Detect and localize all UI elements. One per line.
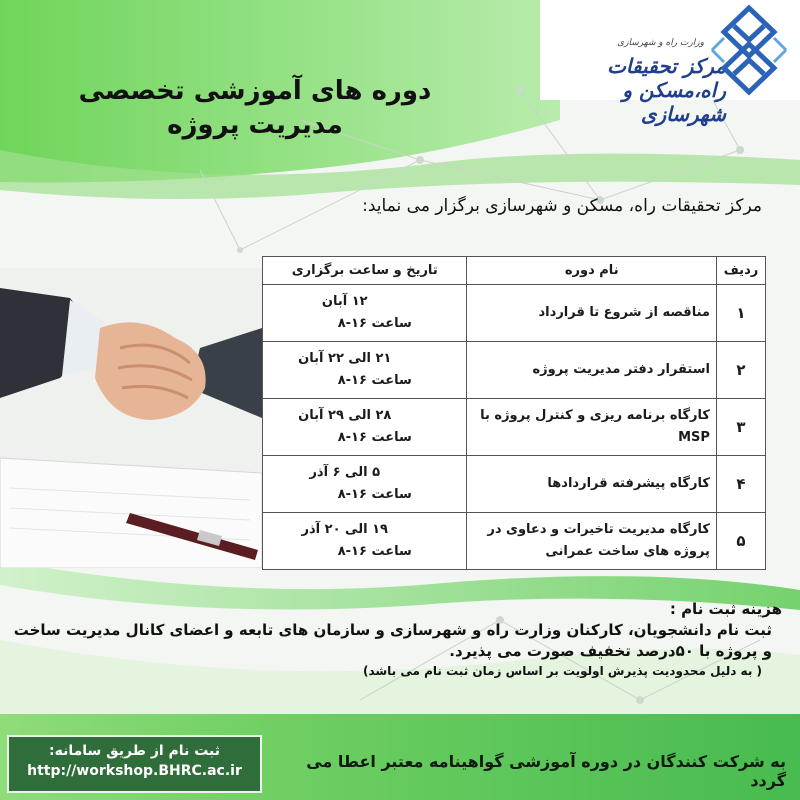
course-date: ۱۲ آبان [321, 294, 368, 309]
course-schedule [263, 285, 467, 342]
registration-box [7, 735, 262, 793]
course-date: ۱۹ الی ۲۰ آذر [301, 522, 388, 537]
table-header-row [263, 257, 766, 285]
course-date: ۲۸ الی ۲۹ آبان [298, 408, 392, 423]
page-title [40, 74, 470, 142]
course-time: ساعت ۱۶-۸ [337, 544, 412, 559]
header-course-name: نام دوره [467, 257, 716, 285]
course-time: ساعت ۱۶-۸ [337, 373, 412, 388]
course-time: ساعت ۱۶-۸ [337, 430, 412, 445]
row-number: ۳ [716, 399, 765, 456]
table-row [263, 399, 766, 456]
course-name: کارگاه مدیریت تاخیرات و دعاوی در پروژه های ساخت عمرانی [467, 513, 716, 570]
row-number: ۱ [716, 285, 765, 342]
row-number: ۴ [716, 456, 765, 513]
course-date: ۲۱ الی ۲۲ آبان [298, 351, 392, 366]
course-name: کارگاه برنامه ریزی و کنترل پروژه با MSP [467, 399, 716, 456]
course-time: ساعت ۱۶-۸ [337, 316, 412, 331]
course-date: ۵ الی ۶ آذر [309, 465, 381, 480]
table-row [263, 456, 766, 513]
courses-table [262, 256, 766, 570]
fee-discount-text: ثبت نام دانشجویان، کارکنان وزارت راه و شهرسازی و سازمان های تابعه و اعضای کانال مدیریت ساخت و پروژه با ۵۰درصد تخفیف صورت می پذیرد. [13, 621, 772, 660]
row-number: ۵ [716, 513, 765, 570]
registration-url-link[interactable]: http://workshop.BHRC.ac.ir [27, 763, 242, 779]
course-name: مناقصه از شروع تا قرارداد [467, 285, 716, 342]
registration-label: ثبت نام از طریق سامانه: [49, 743, 220, 759]
table-row [263, 513, 766, 570]
fee-title: هزینه ثبت نام : [669, 600, 782, 618]
course-name: استقرار دفتر مدیریت پروژه [467, 342, 716, 399]
table-row [263, 285, 766, 342]
logo-ministry-text: وزارت راه و شهرسازی [617, 38, 704, 48]
header-schedule: تاریخ و ساعت برگزاری [263, 257, 467, 285]
row-number: ۲ [716, 342, 765, 399]
certificate-text: به شرکت کنندگان در دوره آموزشی گواهینامه معتبر اعطا می گردد [306, 752, 786, 790]
logo-center-text: مرکز تحقیقات راه،مسکن و شهرسازی [607, 54, 726, 126]
table-row [263, 342, 766, 399]
course-name: کارگاه پیشرفته قراردادها [467, 456, 716, 513]
course-schedule [263, 342, 467, 399]
intro-text: مرکز تحقیقات راه، مسکن و شهرسازی برگزار می نماید: [362, 196, 762, 216]
bhrc-logo-icon [704, 2, 794, 98]
course-schedule [263, 513, 467, 570]
logo-area [540, 0, 800, 126]
course-schedule [263, 399, 467, 456]
course-time: ساعت ۱۶-۸ [337, 487, 412, 502]
fee-section [7, 600, 782, 680]
course-schedule [263, 456, 467, 513]
title-line-2: مدیریت پروژه [167, 110, 343, 140]
title-line-1: دوره های آموزشی تخصصی [78, 76, 432, 106]
handshake-illustration [0, 268, 262, 568]
header-row-number: ردیف [716, 257, 765, 285]
fee-note: ( به دلیل محدودیت پذیرش اولویت بر اساس زمان ثبت نام می باشد) [362, 664, 762, 678]
